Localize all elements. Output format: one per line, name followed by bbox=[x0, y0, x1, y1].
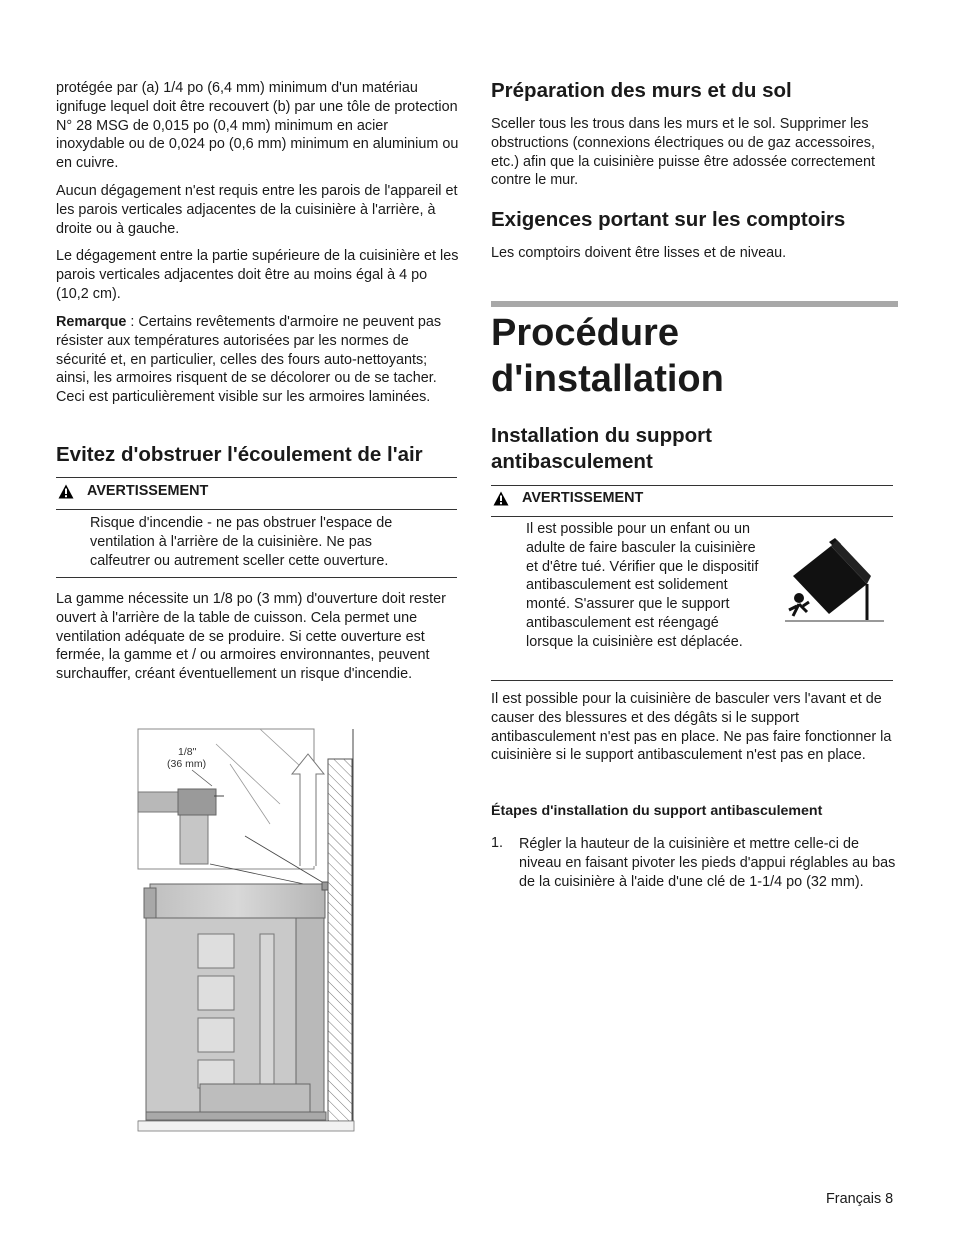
heading-anti-tip-line-1: Installation du support bbox=[491, 424, 712, 447]
divider bbox=[56, 477, 457, 478]
paragraph-tip-risk: Il est possible pour la cuisinière de basculer vers l'avant et de causer des blessures et des dégâts si le support antibasculement n'est pas en place. Ne pas faire fonctionner la cuisinière si le support antibasculement n'est pas en place. bbox=[491, 691, 892, 764]
divider bbox=[491, 485, 893, 486]
remark-text: : Certains revêtements d'armoire ne peuvent pas résister aux températures autorisées par les normes de sécurité et, en particulier, celles des fours auto-nettoyants; ainsi, les armoires risquent de se décolorer ou de se tacher. Ceci est particulièrement visible sur les armoires laminées. bbox=[56, 314, 442, 406]
warning-header bbox=[58, 483, 208, 499]
heading-walls-floor: Préparation des murs et du sol bbox=[491, 79, 792, 102]
step-number: 1. bbox=[491, 835, 504, 851]
paragraph-remark bbox=[56, 313, 459, 407]
warning-icon bbox=[493, 491, 509, 506]
paragraph-top-clearance: Le dégagement entre la partie supérieure de la cuisinière et les parois verticales adjacentes doit être au moins égal à 4 po (10,2 cm). bbox=[56, 248, 459, 302]
warning-text: Il est possible pour un enfant ou un adulte de faire basculer la cuisinière et d'être tué. Vérifier que le dispositif antibasculement est solidement monté. S'assurer que le support antibasculement est réengagé lorsque la cuisinière est déplacée. bbox=[526, 521, 759, 650]
page-number: Français 8 bbox=[826, 1191, 894, 1207]
divider bbox=[491, 680, 893, 681]
remark-label: Remarque bbox=[56, 314, 127, 330]
divider bbox=[56, 509, 457, 510]
range-clearance-figure bbox=[130, 724, 360, 1136]
paragraph-fire-protection: protégée par (a) 1/4 po (6,4 mm) minimum d'un matériau ignifuge lequel doit être recouvert (b) par une tôle de protection N° 28 MSG de 0,015 po (0,4 mm) minimum en acier inoxydable ou de 0,024 po (0,6 mm) minimum en aluminium ou en cuivre. bbox=[56, 80, 459, 172]
warning-header bbox=[493, 490, 643, 506]
divider bbox=[56, 577, 457, 578]
warning-label: AVERTISSEMENT bbox=[87, 483, 209, 499]
gap-label-inches: 1/8" bbox=[178, 746, 197, 758]
heading-anti-tip-line-2: antibasculement bbox=[491, 450, 653, 473]
heading-air-flow: Evitez d'obstruer l'écoulement de l'air bbox=[56, 443, 423, 466]
paragraph-walls-floor: Sceller tous les trous dans les murs et le sol. Supprimer les obstructions (connexions électriques ou de gaz accessoires, etc.) afin que la cuisinière puisse être adossée correctement contre le mur. bbox=[491, 116, 875, 189]
section-title-line-2: d'installation bbox=[491, 358, 724, 400]
heading-anti-tip bbox=[491, 423, 712, 475]
paragraph-no-clearance: Aucun dégagement n'est requis entre les parois de l'appareil et les parois verticales adjacentes de la cuisinière à l'arrière, à droite ou à gauche. bbox=[56, 183, 458, 237]
gap-label-mm: (36 mm) bbox=[167, 758, 207, 770]
paragraph-ventilation: La gamme nécessite un 1/8 po (3 mm) d'ouverture doit rester ouvert à l'arrière de la table de cuisson. Cela permet une ventilation adéquate de se produire. Si cette ouverture est fermée, la gamme et / ou armoires environnantes, peuvent surchauffer, créant éventuellement un risque d'incendie. bbox=[56, 591, 446, 683]
heading-steps: Étapes d'installation du support antibasculement bbox=[491, 803, 823, 819]
section-title-line-1: Procédure bbox=[491, 312, 679, 354]
warning-text: Risque d'incendie - ne pas obstruer l'espace de ventilation à l'arrière de la cuisinière. Ne pas calfeutrer ou autrement sceller cette ouverture. bbox=[90, 515, 393, 569]
paragraph-countertops: Les comptoirs doivent être lisses et de niveau. bbox=[491, 245, 787, 261]
tip-over-icon bbox=[779, 536, 889, 628]
section-bar bbox=[491, 301, 898, 307]
page-section-title bbox=[491, 310, 724, 402]
heading-countertops: Exigences portant sur les comptoirs bbox=[491, 208, 846, 231]
divider bbox=[491, 516, 893, 517]
step-text: Régler la hauteur de la cuisinière et mettre celle-ci de niveau en faisant pivoter les pieds d'appui réglables au bas de la cuisinière à l'aide d'une clé de 1-1/4 po (32 mm). bbox=[519, 836, 896, 890]
warning-label: AVERTISSEMENT bbox=[522, 490, 644, 506]
warning-icon bbox=[58, 484, 74, 499]
